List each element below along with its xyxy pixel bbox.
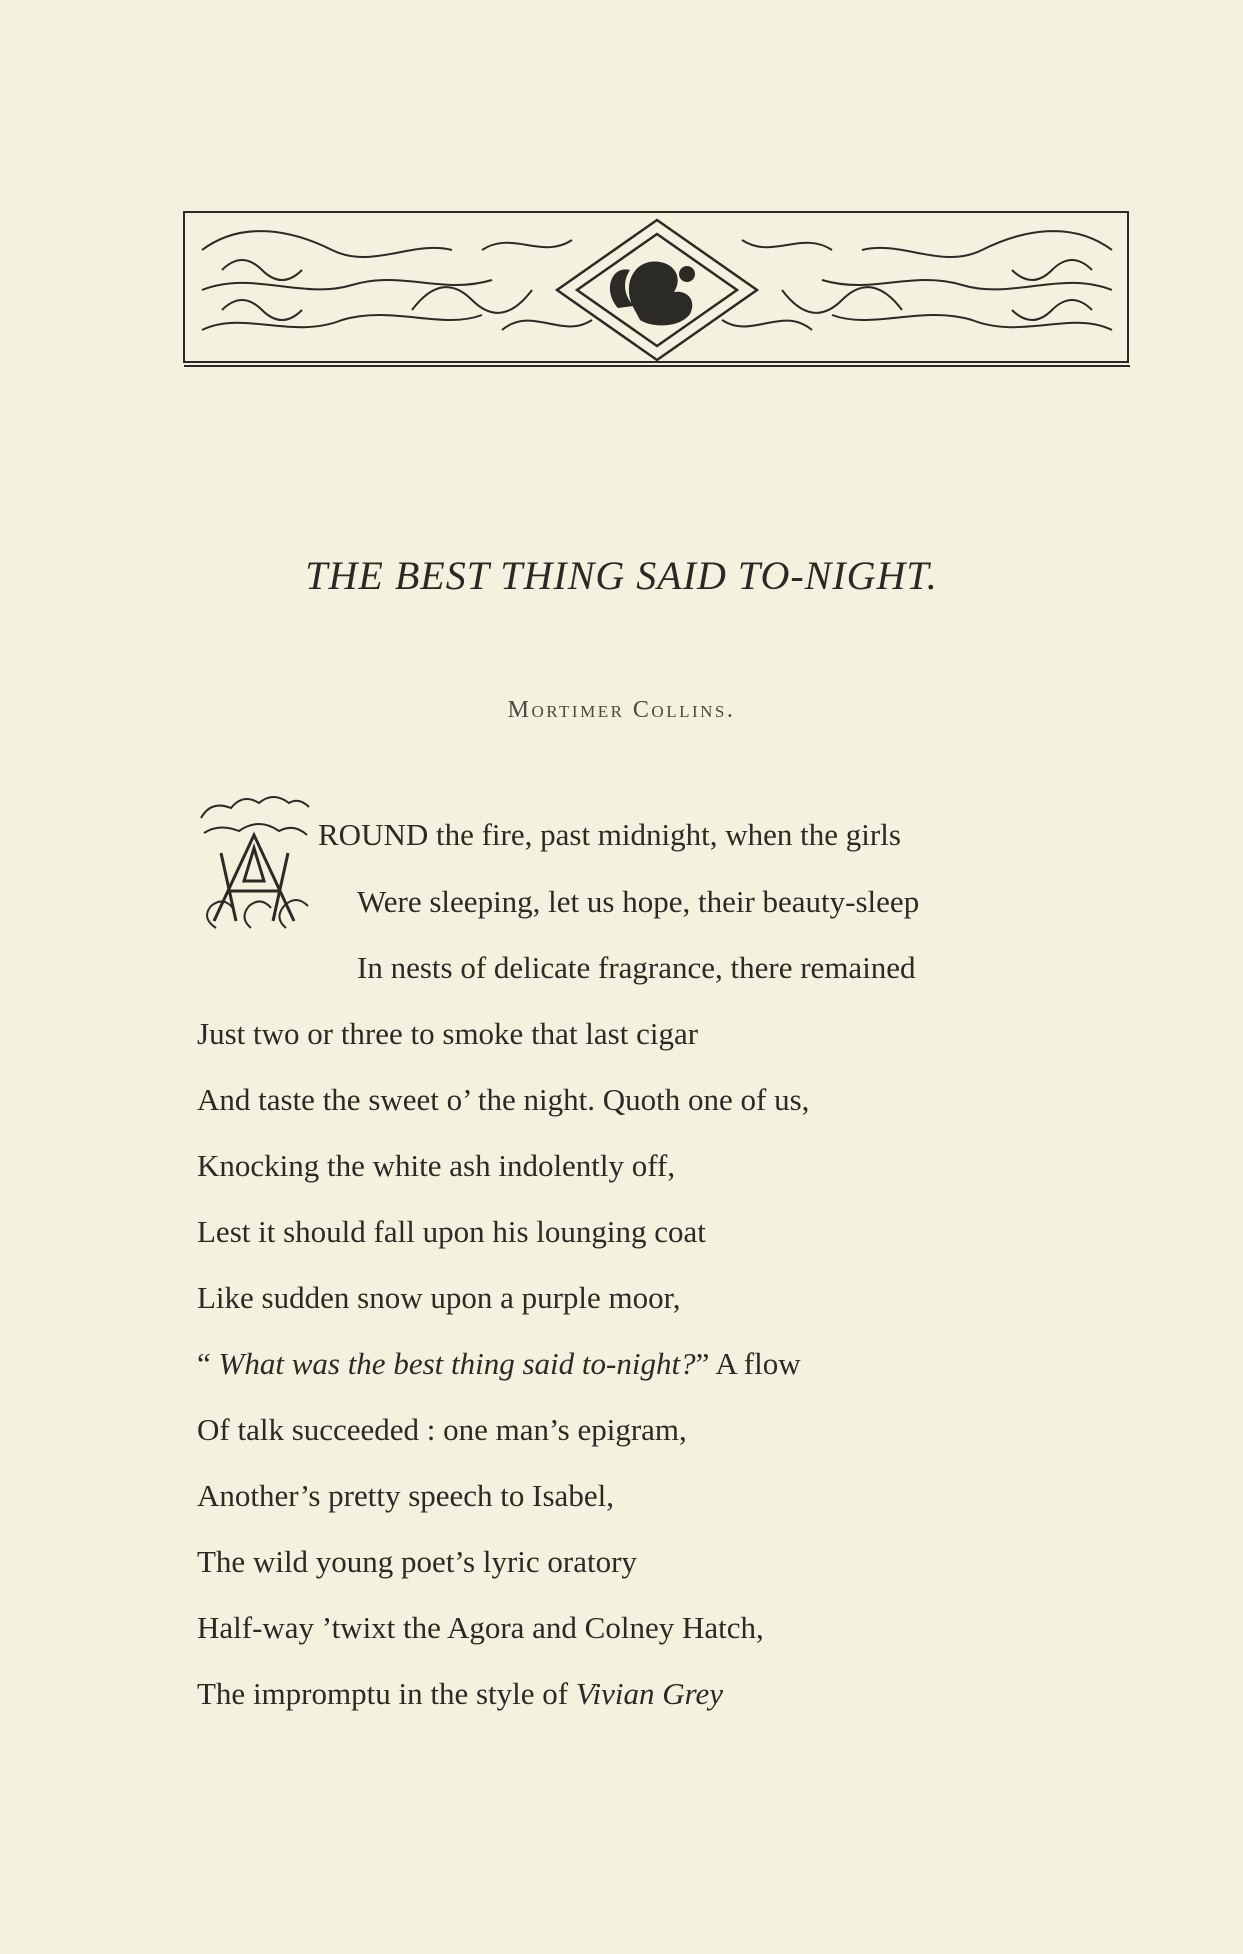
poem-line-2: Were sleeping, let us hope, their beauty-sleep bbox=[357, 884, 920, 919]
poem-line-14 bbox=[197, 1674, 723, 1714]
poem-line-13: Half-way ’twixt the Agora and Colney Hatch, bbox=[197, 1610, 764, 1645]
poem-line-11: Another’s pretty speech to Isabel, bbox=[197, 1478, 614, 1513]
quote-open: “ bbox=[197, 1346, 211, 1381]
poem-line-5: And taste the sweet o’ the night. Quoth one of us, bbox=[197, 1082, 810, 1117]
poem-line-12: The wild young poet’s lyric oratory bbox=[197, 1544, 637, 1579]
poem-line-1: ROUND the fire, past midnight, when the girls bbox=[318, 817, 901, 852]
poem-line-4: Just two or three to smoke that last cigar bbox=[197, 1016, 699, 1051]
poem-line-10: Of talk succeeded : one man’s epigram, bbox=[197, 1412, 687, 1447]
book-title-reference: Vivian Grey bbox=[575, 1676, 724, 1711]
poem-line-6: Knocking the white ash indolently off, bbox=[197, 1148, 676, 1183]
ornamental-headpiece bbox=[182, 210, 1132, 370]
ornamental-drop-cap bbox=[196, 793, 314, 935]
poem-line-8: Like sudden snow upon a purple moor, bbox=[197, 1280, 681, 1315]
quoted-question: What was the best thing said to-night? bbox=[218, 1346, 696, 1381]
quote-close: ” A flow bbox=[695, 1346, 801, 1381]
poem-line-9 bbox=[197, 1344, 801, 1384]
line-14-text: The impromptu in the style of bbox=[197, 1676, 576, 1711]
poem-line-3: In nests of delicate fragrance, there remained bbox=[357, 950, 916, 985]
poem-author: Mortimer Collins. bbox=[507, 697, 736, 723]
poem-line-7: Lest it should fall upon his lounging coat bbox=[197, 1214, 706, 1249]
poem-title: THE BEST THING SAID TO-NIGHT. bbox=[305, 553, 938, 598]
